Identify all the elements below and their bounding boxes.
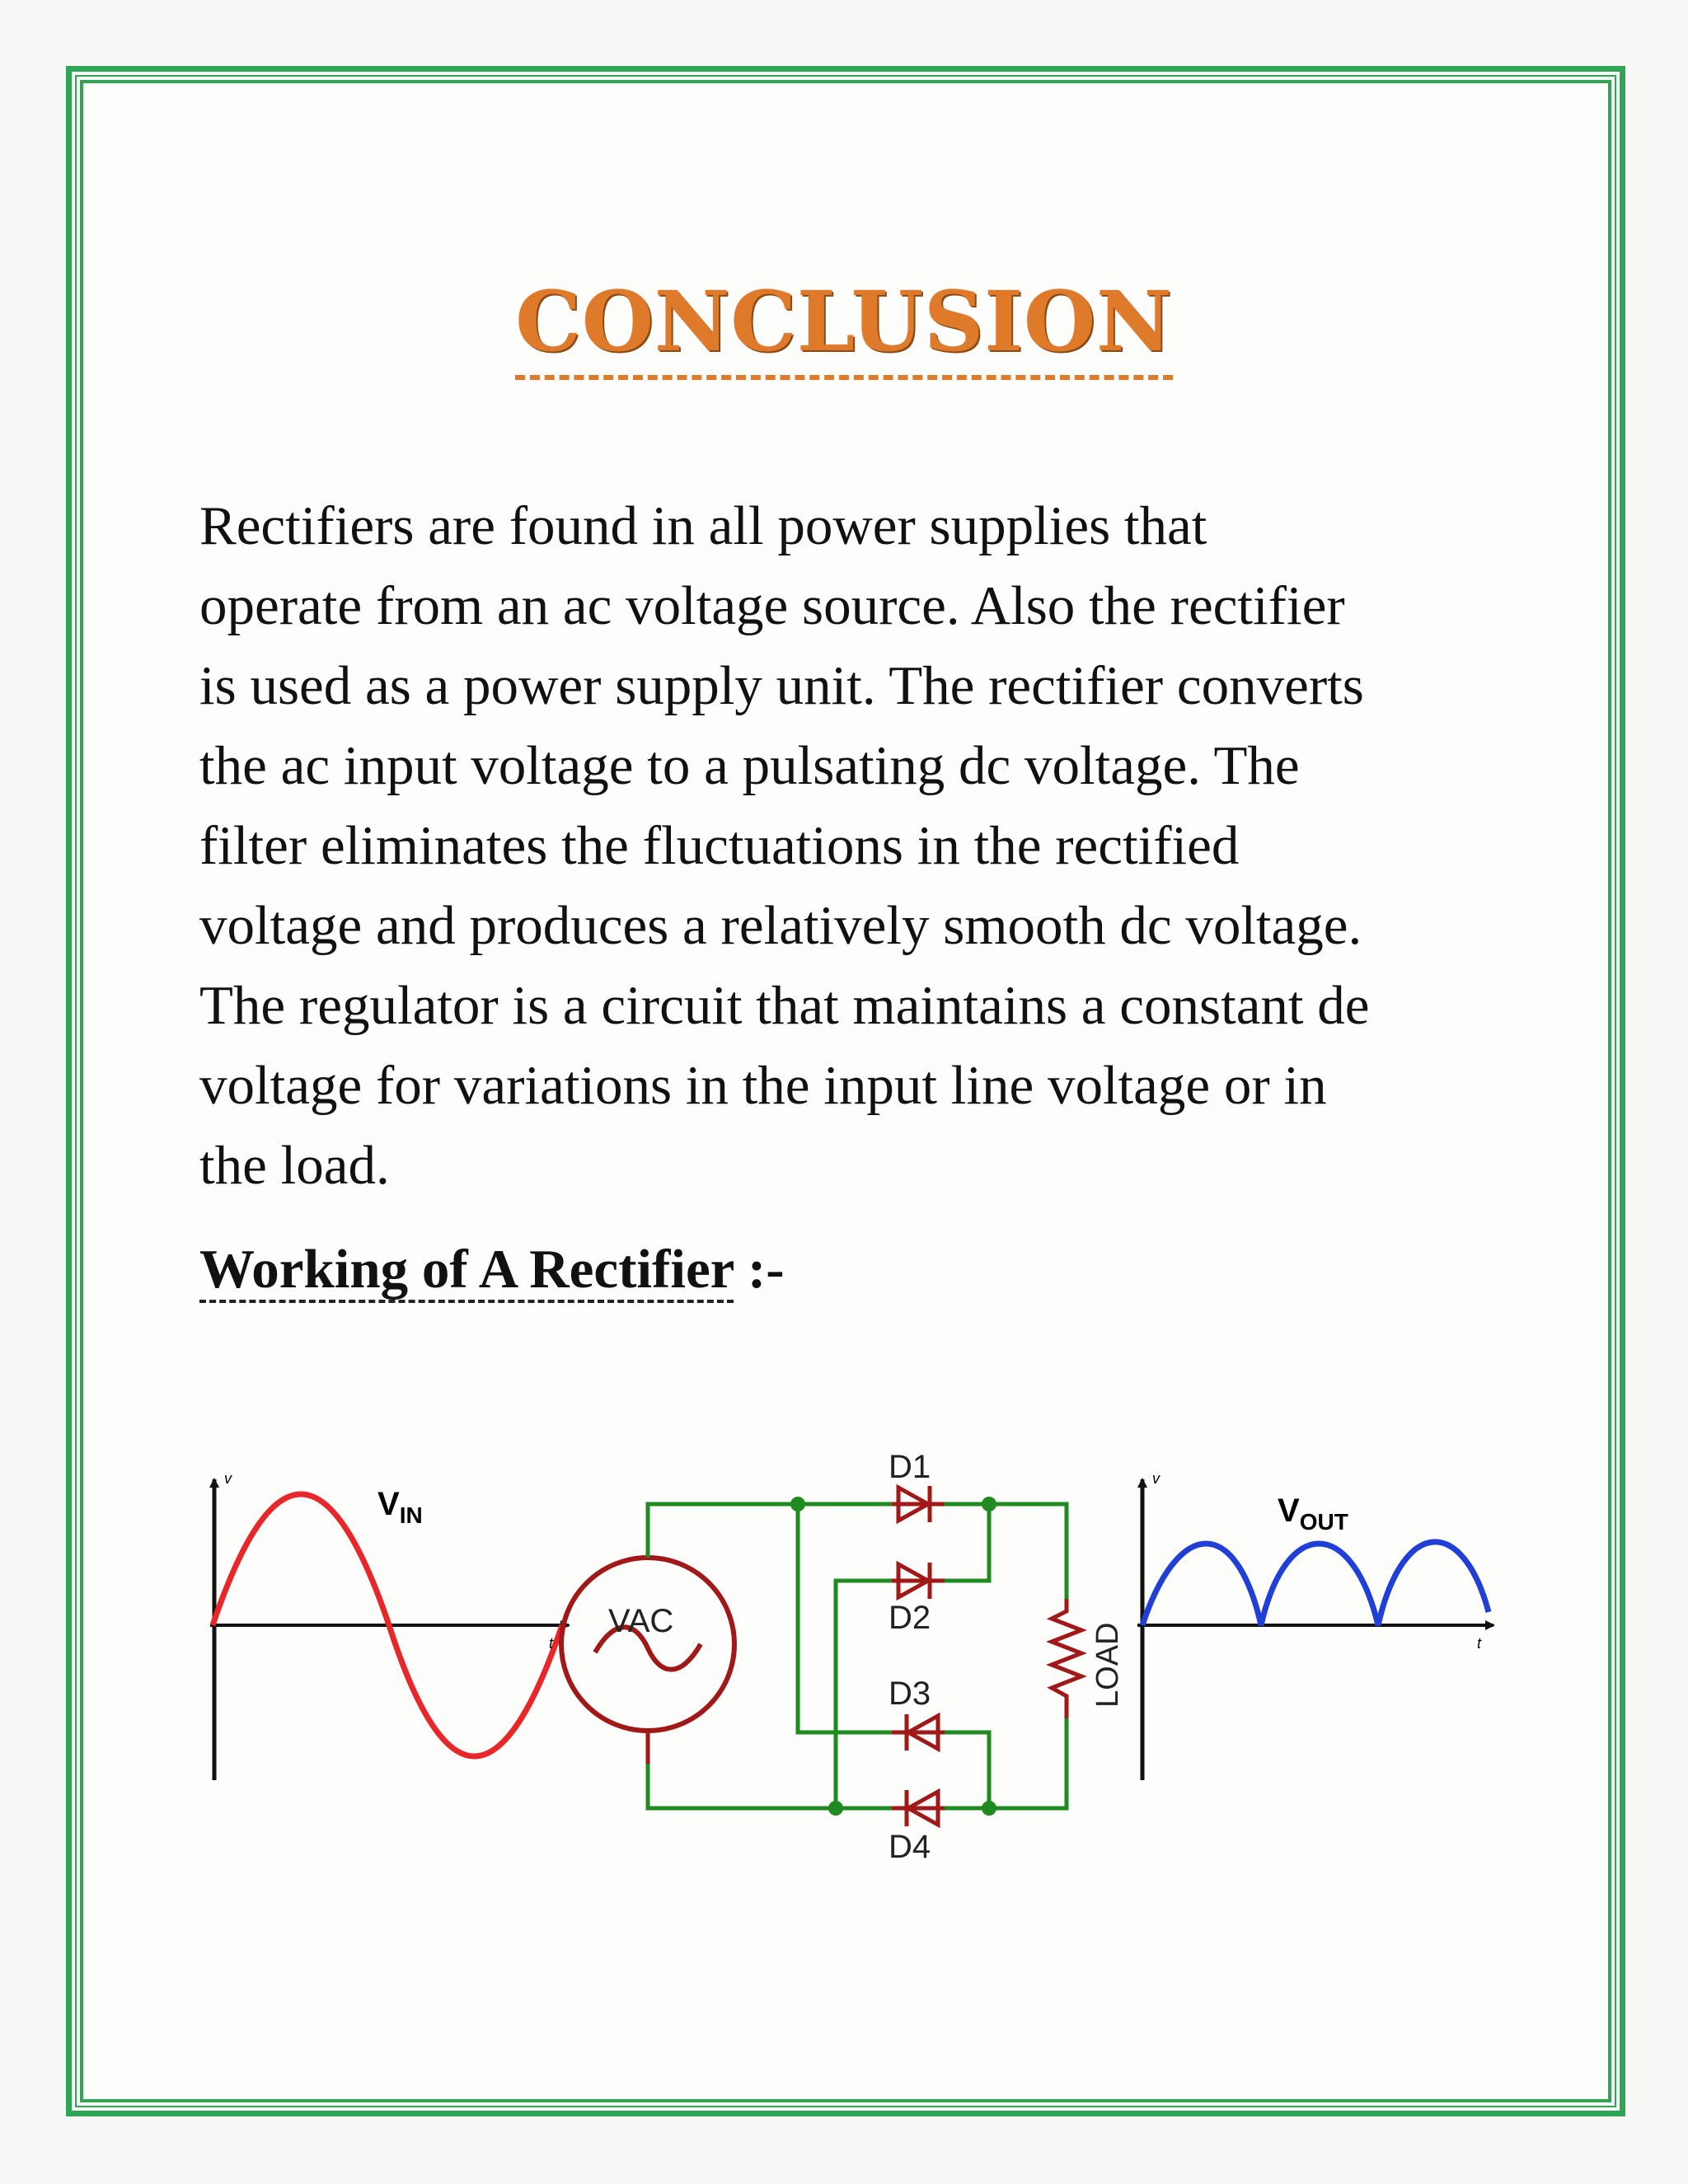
diode-label-d3: D3 — [889, 1675, 931, 1712]
diode-label-d1: D1 — [889, 1449, 931, 1485]
paragraph-line: The regulator is a circuit that maintains a constant de — [199, 975, 1370, 1036]
paragraph-line: is used as a power supply unit. The rectifier converts — [199, 655, 1364, 716]
vout-label: $V_{OUT}$ — [1278, 1493, 1348, 1535]
paragraph-line: the ac input voltage to a pulsating dc voltage. The — [199, 735, 1300, 796]
output-rectified-wave — [1142, 1542, 1489, 1625]
paragraph-line: voltage for variations in the input line voltage or in — [199, 1055, 1327, 1116]
circuit-wires — [648, 1504, 1067, 1808]
diode-label-d4: D4 — [889, 1829, 931, 1865]
section-heading-suffix: :- — [734, 1239, 785, 1300]
output-graph — [1137, 1470, 1493, 1780]
paragraph-line: the load. — [199, 1135, 390, 1196]
circuit-junctions — [790, 1497, 996, 1816]
input-axis-v-label: v — [224, 1470, 232, 1487]
vin-label: $V_{IN}$ — [377, 1486, 423, 1528]
input-axis-t-label: t — [549, 1635, 554, 1652]
output-axis-t-label: t — [1477, 1635, 1482, 1652]
section-heading-text: Working of A Rectifier — [199, 1239, 734, 1303]
paragraph-line: operate from an ac voltage source. Also the rectifier — [199, 575, 1345, 636]
paragraph-line: Rectifiers are found in all power supplies that — [199, 495, 1207, 556]
output-axis-v-label: v — [1152, 1470, 1160, 1487]
resistor-zigzag — [1052, 1599, 1081, 1718]
paragraph-line: voltage and produces a relatively smooth dc voltage. — [199, 895, 1362, 956]
page-title: CONCLUSION — [515, 279, 1172, 380]
diode-labels — [889, 1449, 931, 1865]
load-label: LOAD — [1090, 1622, 1125, 1708]
diode-d1 — [892, 1486, 945, 1522]
paragraph-line: filter eliminates the fluctuations in the rectified — [199, 815, 1240, 876]
input-graph — [210, 1470, 569, 1780]
diode-d4 — [892, 1790, 945, 1826]
diodes — [892, 1486, 945, 1826]
diode-d2 — [892, 1563, 945, 1599]
ac-source-label: VAC — [608, 1603, 674, 1639]
diode-label-d2: D2 — [889, 1600, 931, 1636]
load-resistor — [1052, 1599, 1125, 1718]
diode-d3 — [892, 1714, 945, 1750]
